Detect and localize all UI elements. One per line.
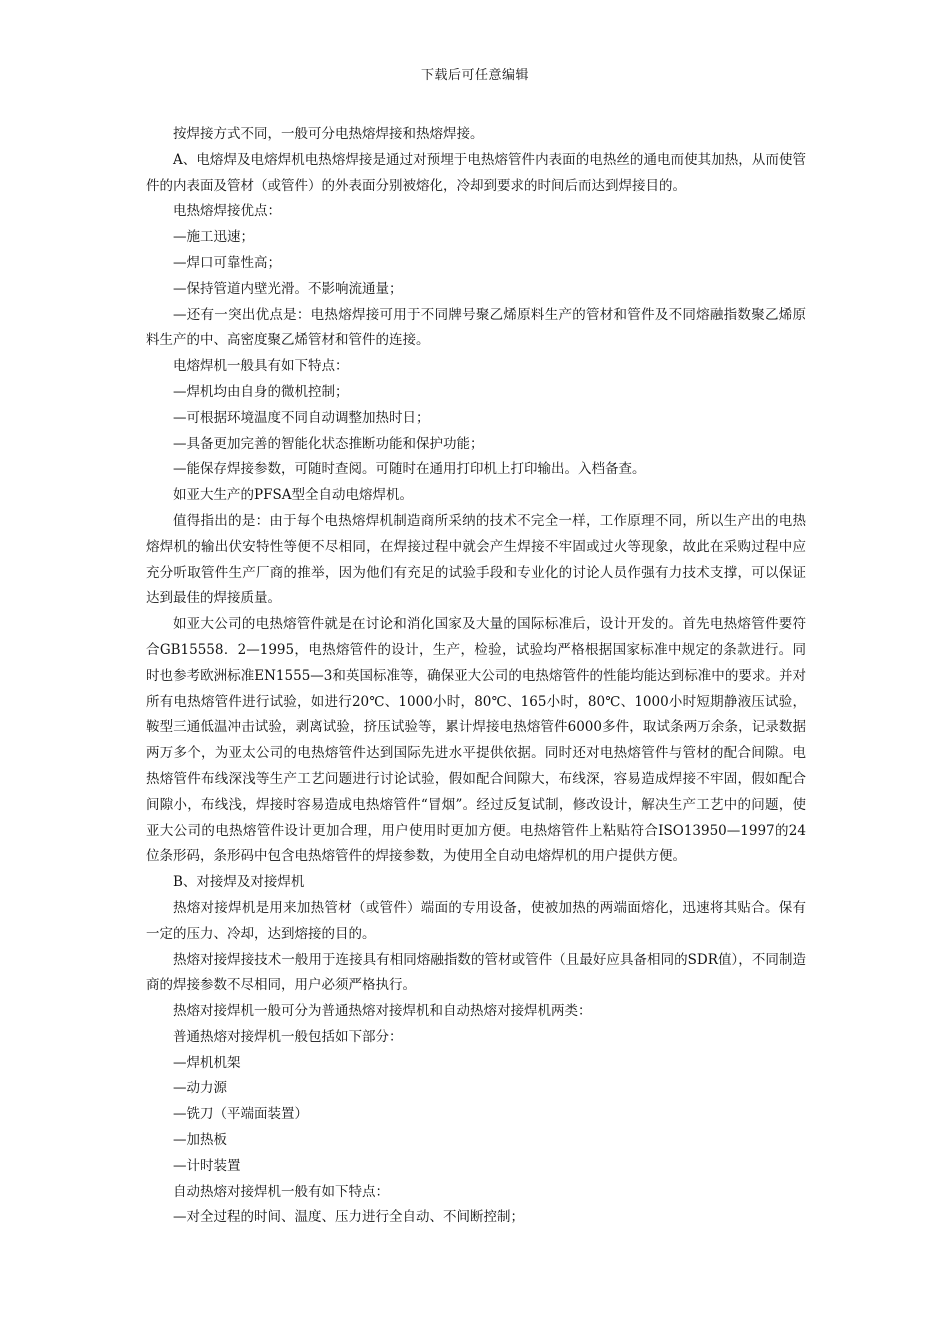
list-item: —焊机均由自身的微机控制； <box>173 383 349 400</box>
list-item: —加热板 <box>173 1132 227 1149</box>
paragraph: A、电熔焊及电熔焊机电热熔焊接是通过对预埋于电热熔管件内表面的电热丝的通电而使其加热，从而使管件的内表面及管材（或管件）的外表面分别被熔化，冷却到要求的时间后而达到焊接目的。 <box>146 151 806 194</box>
paragraph: 如亚大生产的PFSA型全自动电熔焊机。 <box>173 487 413 504</box>
list-item: —计时装置 <box>173 1157 241 1174</box>
page-header: 下载后可任意编辑 <box>420 68 529 83</box>
paragraph: 电熔焊机一般具有如下特点： <box>173 358 349 375</box>
list-item: —施工迅速； <box>173 229 254 246</box>
list-item: —焊机机架 <box>173 1054 241 1071</box>
list-item: —具备更加完善的智能化状态推断功能和保护功能； <box>173 435 484 452</box>
paragraph: 如亚大公司的电热熔管件就是在讨论和消化国家及大量的国际标准后，设计开发的。首先电热熔管件要符合GB15558．2—1995，电热熔管件的设计，生产，检验，试验均严格根据国家标准中规定的条款进行。同时也参考欧洲标准EN1555—3和英国标准等，确保亚大公司的电热熔管件的性能均能达到标准中的要求。并对所有电热熔管件进行试验，如进行20℃、1000小时，80℃、165小时，80℃、1000小时短期静液压试验，鞍型三通低温冲击试验，剥离试验，挤压试验等，累计焊接电热熔管件6000多件，取试条两万余条，记录数据两万多个，为亚太公司的电热熔管件达到国际先进水平提供依据。同时还对电热熔管件与管材的配合间隙。电热熔管件布线深浅等生产工艺问题进行讨论试验，假如配合间隙大，布线深，容易造成焊接不牢固，假如配合间隙小，布线浅，焊接时容易造成电热熔管件“冒烟”。经过反复试制，修改设计，解决生产工艺中的问题，使亚大公司的电热熔管件设计更加合理，用户使用时更加方便。电热熔管件上粘贴符合ISO13950—1997的24位条形码，条形码中包含电热熔管件的焊接参数，为使用全自动电熔焊机的用户提供方便。 <box>146 616 806 865</box>
paragraph: 热熔对接焊接技术一般用于连接具有相同熔融指数的管材或管件（且最好应具备相同的SDR值），不同制造商的焊接参数不尽相同，用户必须严格执行。 <box>146 951 806 994</box>
paragraph: 热熔对接焊机一般可分为普通热熔对接焊机和自动热熔对接焊机两类： <box>173 1003 592 1020</box>
paragraph: 按焊接方式不同，一般可分电热熔焊接和热熔焊接。 <box>173 126 484 142</box>
list-item: —对全过程的时间、温度、压力进行全自动、不间断控制； <box>173 1209 524 1226</box>
paragraph: 普通热熔对接焊机一般包括如下部分： <box>173 1028 403 1045</box>
list-item: —焊口可靠性高； <box>173 254 281 271</box>
paragraph: 热熔对接焊机是用来加热管材（或管件）端面的专用设备，使被加热的两端面熔化，迅速将其贴合。保有一定的压力、冷却，达到熔接的目的。 <box>146 899 806 942</box>
paragraph: 自动热熔对接焊机一般有如下特点： <box>173 1183 389 1200</box>
section-heading: B、对接焊及对接焊机 <box>173 874 305 891</box>
list-item: —可根据环境温度不同自动调整加热时日； <box>173 409 430 426</box>
list-item: —还有一突出优点是：电热熔焊接可用于不同牌号聚乙烯原料生产的管材和管件及不同熔融指数聚乙烯原料生产的中、高密度聚乙烯管材和管件的连接。 <box>146 306 806 349</box>
list-item: —能保存焊接参数，可随时查阅。可随时在通用打印机上打印输出。入档备查。 <box>173 461 646 478</box>
list-item: —动力源 <box>173 1080 227 1097</box>
list-item: —保持管道内壁光滑。不影响流通量； <box>173 280 403 297</box>
paragraph: 值得指出的是：由于每个电热熔焊机制造商所采纳的技术不完全一样，工作原理不同，所以生产出的电热熔焊机的输出伏安特性等便不尽相同，在焊接过程中就会产生焊接不牢固或过火等现象，故此在采购过程中应充分听取管件生产厂商的推举，因为他们有充足的试验手段和专业化的讨论人员作强有力技术支撑，可以保证达到最佳的焊接质量。 <box>146 512 806 607</box>
paragraph: 电热熔焊接优点： <box>173 203 281 220</box>
list-item: —铣刀（平端面装置） <box>173 1106 308 1123</box>
document-body <box>146 122 806 1231</box>
